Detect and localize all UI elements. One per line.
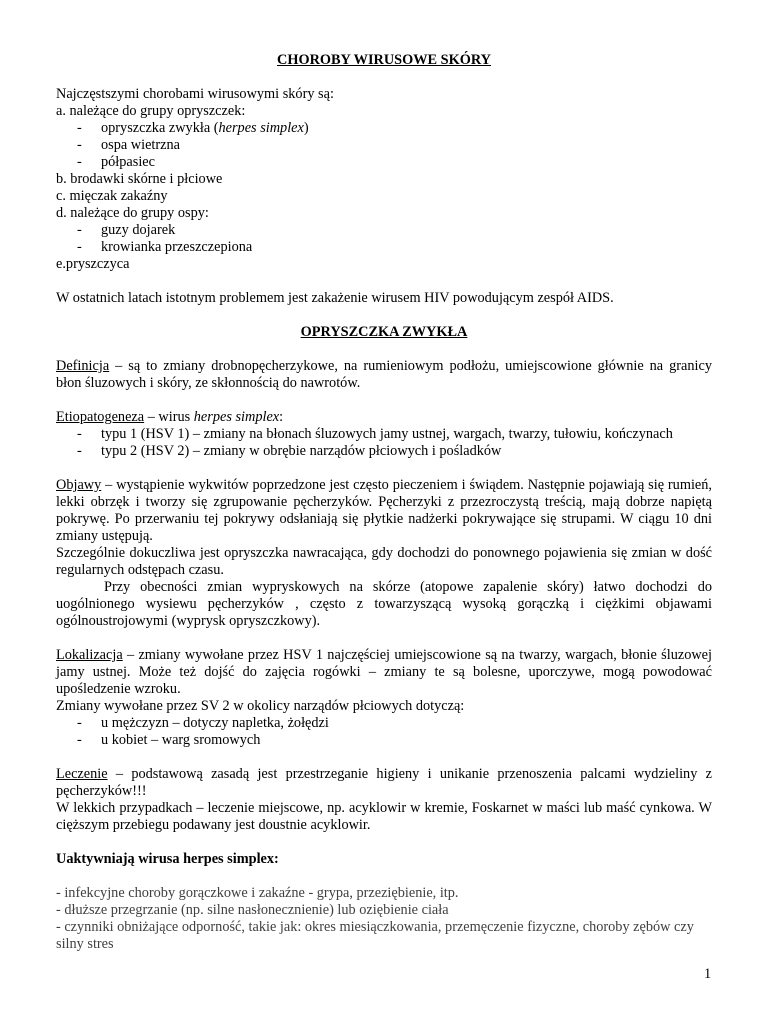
group-b: b. brodawki skórne i płciowe — [56, 171, 223, 187]
group-a-label: a. należące do grupy opryszczek: — [56, 103, 246, 119]
page-number: 1 — [704, 966, 712, 982]
intro-lead: Najczęstszymi chorobami wirusowymi skóry są: — [56, 86, 334, 102]
objawy-paragraph: Objawy – wystąpienie wykwitów poprzedzone jest często pieczeniem i świądem. Następnie pojawiają się rumień, lekki obrzęk i tworzy się zgrupowanie pęcherzyków. Pęcherzyki z przezroczystą treścią, mają dobrze napiętą pokrywę. Po przerwaniu tej pokrywy odsłaniają się płytkie nadżerki pokrywające się strupami. W ciągu 10 dni zmiany ustępują. — [56, 477, 712, 544]
etiopatogeneza-item: - typu 1 (HSV 1) – zmiany na błonach śluzowych jamy ustnej, wargach, twarzy, tułowiu, kończynach — [77, 426, 673, 442]
etiopatogeneza-label: Etiopatogeneza — [56, 409, 145, 425]
objawy-label: Objawy — [56, 477, 102, 493]
group-d-item: - guzy dojarek — [77, 222, 176, 238]
group-c: c. mięczak zakaźny — [56, 188, 168, 204]
uaktywniaja-item: - infekcyjne choroby gorączkowe i zakaźne - grypa, przeziębienie, itp. — [56, 885, 459, 901]
uaktywniaja-item: - dłuższe przegrzanie (np. silne nasłonecznienie) lub oziębienie ciała — [56, 902, 449, 918]
lokalizacja-item: - u mężczyzn – dotyczy napletka, żołędzi — [77, 715, 329, 731]
group-e: e.pryszczyca — [56, 256, 130, 272]
group-d-label: d. należące do grupy ospy: — [56, 205, 209, 221]
lokalizacja-paragraph-2: Zmiany wywołane przez SV 2 w okolicy narządów płciowych dotyczą: — [56, 698, 465, 714]
objawy-paragraph-2: Szczególnie dokuczliwa jest opryszczka nawracająca, gdy dochodzi do ponownego pojawienia się zmian w dość regularnych odstępach czasu. — [56, 545, 712, 578]
leczenie-paragraph-2: W lekkich przypadkach – leczenie miejscowe, np. acyklowir w kremie, Foskarnet w maści lub maść cynkowa. W cięższym przebiegu podawany jest doustnie acyklowir. — [56, 800, 712, 833]
definicja-paragraph: Definicja – są to zmiany drobnopęcherzykowe, na rumieniowym podłożu, umiejscowione głównie na granicy błon śluzowych i skóry, ze skłonnością do nawrotów. — [56, 358, 712, 391]
lokalizacja-item: - u kobiet – warg sromowych — [77, 732, 261, 748]
group-a-item: - ospa wietrzna — [77, 137, 180, 153]
document-body — [56, 52, 712, 953]
document-title: CHOROBY WIRUSOWE SKÓRY — [277, 52, 491, 68]
hiv-note: W ostatnich latach istotnym problemem jest zakażenie wirusem HIV powodującym zespół AIDS. — [56, 290, 614, 306]
definicja-label: Definicja — [56, 358, 110, 374]
section-title: OPRYSZCZKA ZWYKŁA — [300, 324, 468, 340]
group-d-item: - krowianka przeszczepiona — [77, 239, 253, 255]
group-a-item: - opryszczka zwykła (herpes simplex) — [77, 120, 309, 136]
etiopatogeneza-item: - typu 2 (HSV 2) – zmiany w obrębie narządów płciowych i pośladków — [77, 443, 502, 459]
lokalizacja-paragraph: Lokalizacja – zmiany wywołane przez HSV 1 najczęściej umiejscowione są na twarzy, wargach, błonie śluzowej jamy ustnej. Może też dojść do zajęcia rogówki – zmiany te są bolesne, uporczywe, mogą powodować upośledzenie wzroku. — [56, 647, 712, 697]
etiopatogeneza-paragraph: Etiopatogeneza – wirus herpes simplex: — [56, 409, 284, 425]
objawy-paragraph-3: Przy obecności zmian wypryskowych na skórze (atopowe zapalenie skóry) łatwo dochodzi do uogólnionego wysiewu pęcherzyków , często z towarzyszącą wysoką gorączką i ciężkimi objawami ogólnoustrojowymi (wyprysk opryszczkowy). — [56, 579, 712, 629]
uaktywniaja-heading: Uaktywniają wirusa herpes simplex: — [56, 851, 279, 867]
leczenie-label: Leczenie — [56, 766, 108, 782]
leczenie-paragraph: Leczenie – podstawową zasadą jest przestrzeganie higieny i unikanie przenoszenia palcami wydzieliny z pęcherzyków!!! — [56, 766, 712, 799]
lokalizacja-label: Lokalizacja — [56, 647, 123, 663]
uaktywniaja-item: - czynniki obniżające odporność, takie jak: okres miesiączkowania, przemęczenie fizyczne, choroby zębów czy silny stres — [56, 919, 694, 952]
group-a-item: - półpasiec — [77, 154, 155, 170]
